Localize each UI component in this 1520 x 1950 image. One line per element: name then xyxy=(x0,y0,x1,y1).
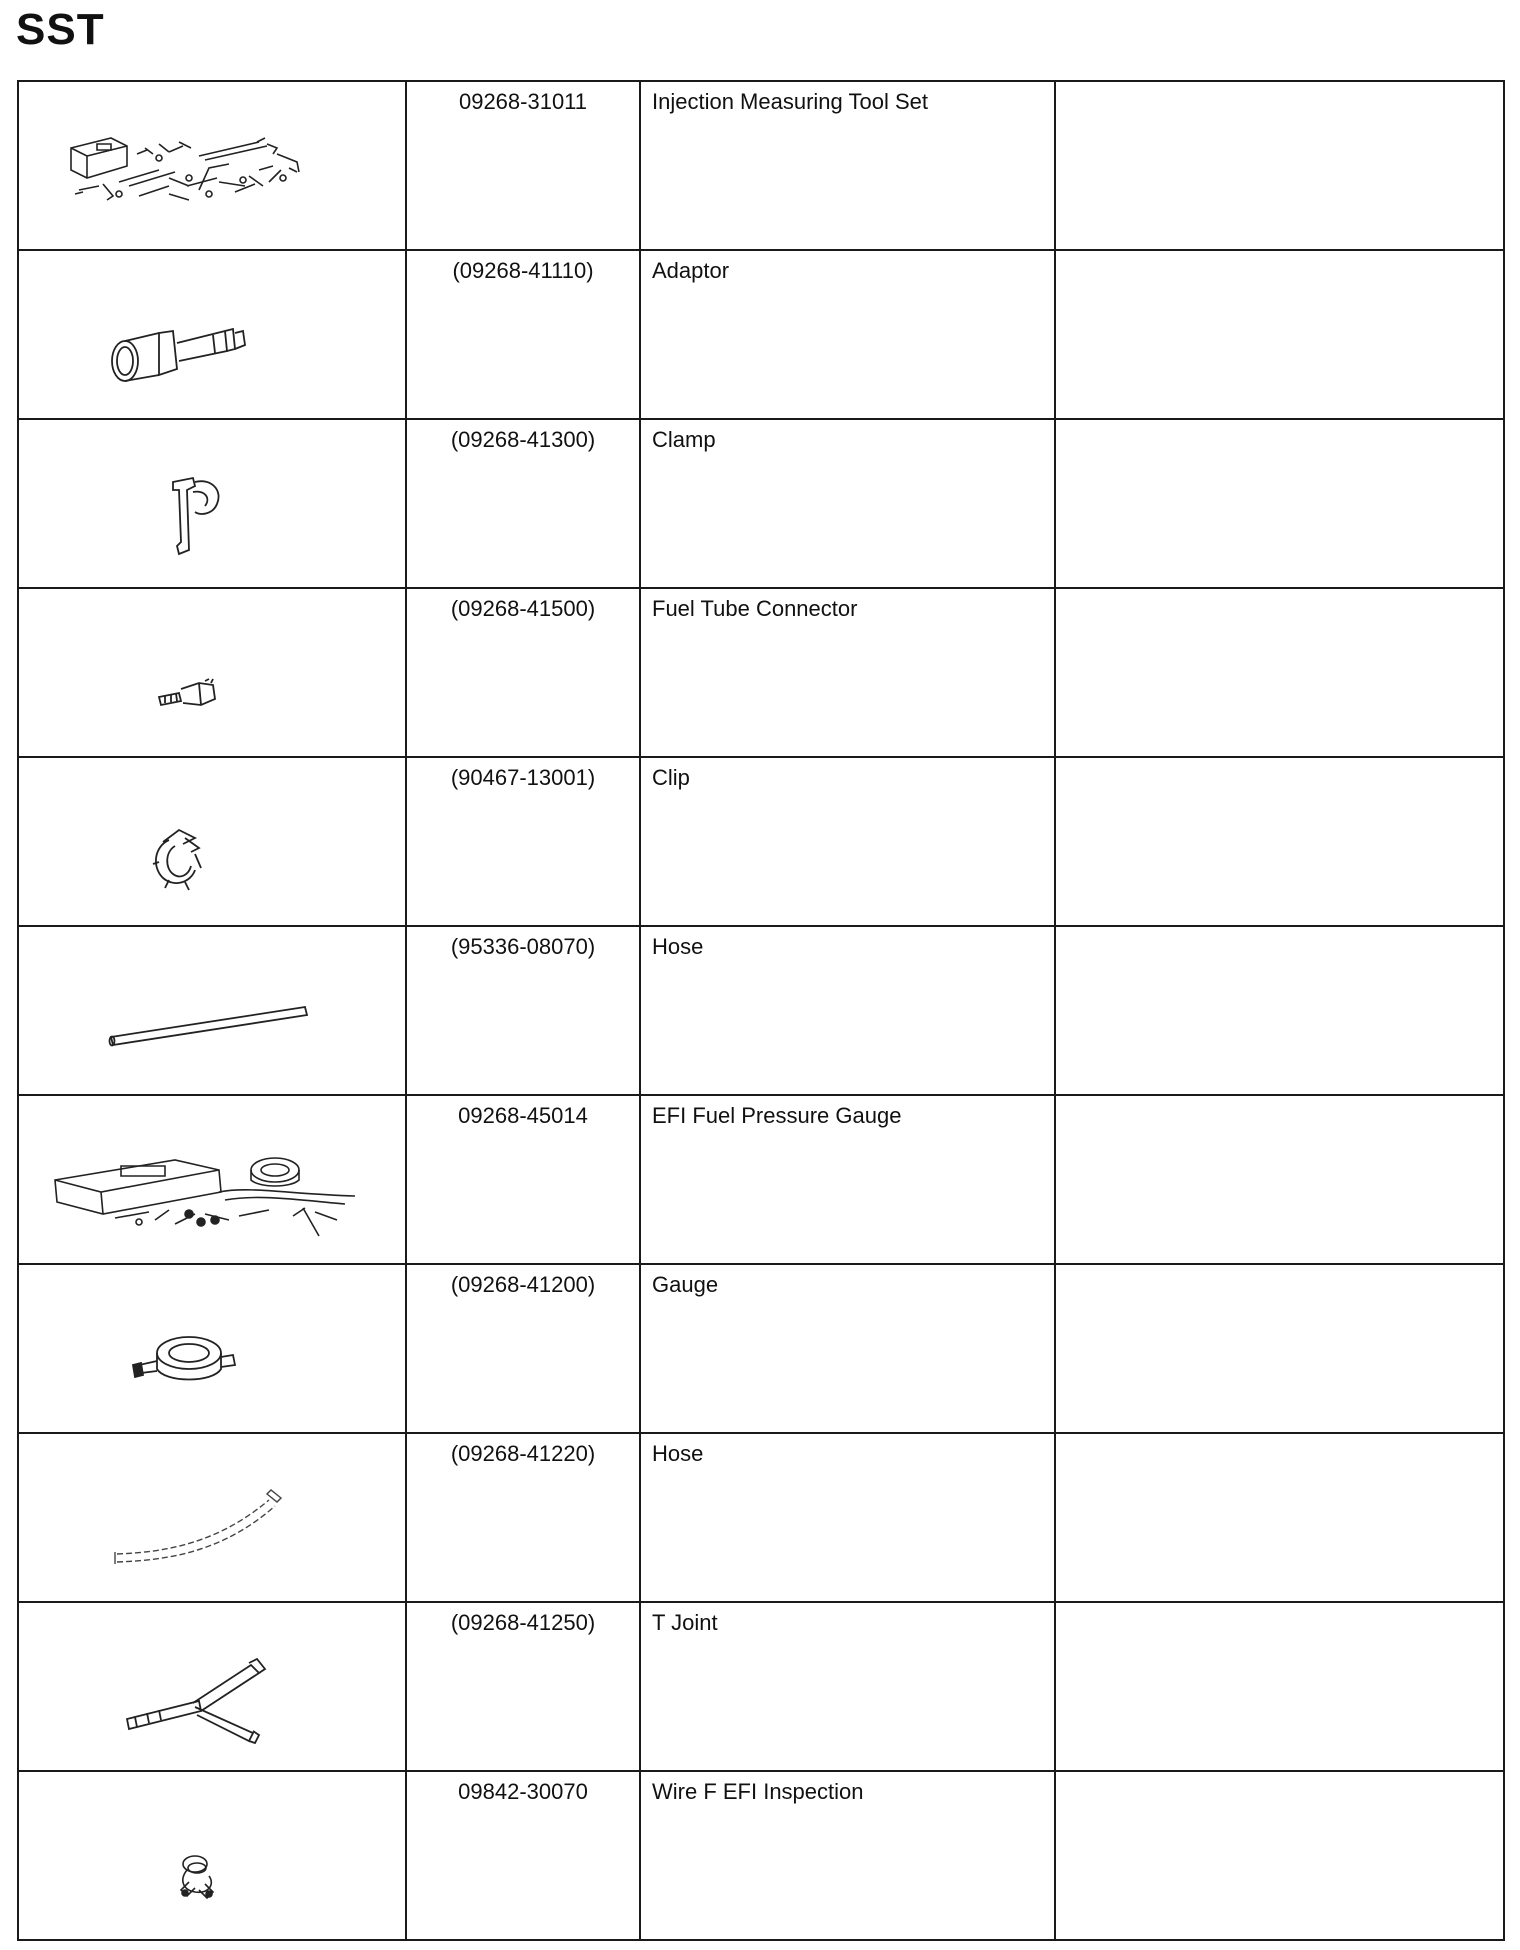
tool-name: EFI Fuel Pressure Gauge xyxy=(640,1095,1055,1264)
inspection-wire-icon xyxy=(19,1772,405,1941)
tool-image-cell xyxy=(18,1602,406,1771)
tool-name: Injection Measuring Tool Set xyxy=(640,81,1055,250)
tool-name: T Joint xyxy=(640,1602,1055,1771)
table-row xyxy=(18,926,1504,1095)
tool-image-cell xyxy=(18,1264,406,1433)
part-number: (09268-41220) xyxy=(406,1433,640,1602)
tool-name: Clip xyxy=(640,757,1055,926)
tool-image-cell xyxy=(18,757,406,926)
note-cell xyxy=(1055,1095,1504,1264)
note-cell xyxy=(1055,757,1504,926)
note-cell xyxy=(1055,926,1504,1095)
note-cell xyxy=(1055,250,1504,419)
part-number: (95336-08070) xyxy=(406,926,640,1095)
curved-hose-icon xyxy=(19,1434,405,1603)
hose-icon xyxy=(19,927,405,1096)
part-number: (09268-41250) xyxy=(406,1602,640,1771)
table-row xyxy=(18,1095,1504,1264)
tool-name: Gauge xyxy=(640,1264,1055,1433)
table-row xyxy=(18,588,1504,757)
tool-image-cell xyxy=(18,81,406,250)
tool-image-cell xyxy=(18,1095,406,1264)
tool-image-cell xyxy=(18,1771,406,1940)
t-joint-icon xyxy=(19,1603,405,1772)
tool-image-cell xyxy=(18,926,406,1095)
page-title: SST xyxy=(16,5,105,54)
table-row xyxy=(18,250,1504,419)
tool-image-cell xyxy=(18,588,406,757)
tool-name: Hose xyxy=(640,1433,1055,1602)
tool-image-cell xyxy=(18,419,406,588)
fuel-pressure-gauge-set-icon xyxy=(19,1096,405,1265)
fuel-tube-connector-icon xyxy=(19,589,405,758)
tool-image-cell xyxy=(18,250,406,419)
tool-name: Hose xyxy=(640,926,1055,1095)
table-row xyxy=(18,81,1504,250)
note-cell xyxy=(1055,1433,1504,1602)
table-row xyxy=(18,757,1504,926)
table-row xyxy=(18,1264,1504,1433)
table-row xyxy=(18,1771,1504,1940)
part-number: (09268-41200) xyxy=(406,1264,640,1433)
injection-tool-set-icon xyxy=(19,82,405,251)
tool-name: Adaptor xyxy=(640,250,1055,419)
part-number: (09268-41500) xyxy=(406,588,640,757)
note-cell xyxy=(1055,1602,1504,1771)
clip-icon xyxy=(19,758,405,927)
part-number: (09268-41110) xyxy=(406,250,640,419)
part-number: (90467-13001) xyxy=(406,757,640,926)
part-number: 09268-45014 xyxy=(406,1095,640,1264)
part-number: (09268-41300) xyxy=(406,419,640,588)
table-row xyxy=(18,419,1504,588)
clamp-icon xyxy=(19,420,405,589)
adaptor-icon xyxy=(19,251,405,420)
tool-image-cell xyxy=(18,1433,406,1602)
tool-name: Wire F EFI Inspection xyxy=(640,1771,1055,1940)
tool-name: Fuel Tube Connector xyxy=(640,588,1055,757)
table-row xyxy=(18,1433,1504,1602)
note-cell xyxy=(1055,1264,1504,1433)
part-number: 09842-30070 xyxy=(406,1771,640,1940)
note-cell xyxy=(1055,81,1504,250)
note-cell xyxy=(1055,419,1504,588)
note-cell xyxy=(1055,1771,1504,1940)
gauge-icon xyxy=(19,1265,405,1434)
table-row xyxy=(18,1602,1504,1771)
sst-table xyxy=(17,80,1505,1941)
tool-name: Clamp xyxy=(640,419,1055,588)
note-cell xyxy=(1055,588,1504,757)
part-number: 09268-31011 xyxy=(406,81,640,250)
